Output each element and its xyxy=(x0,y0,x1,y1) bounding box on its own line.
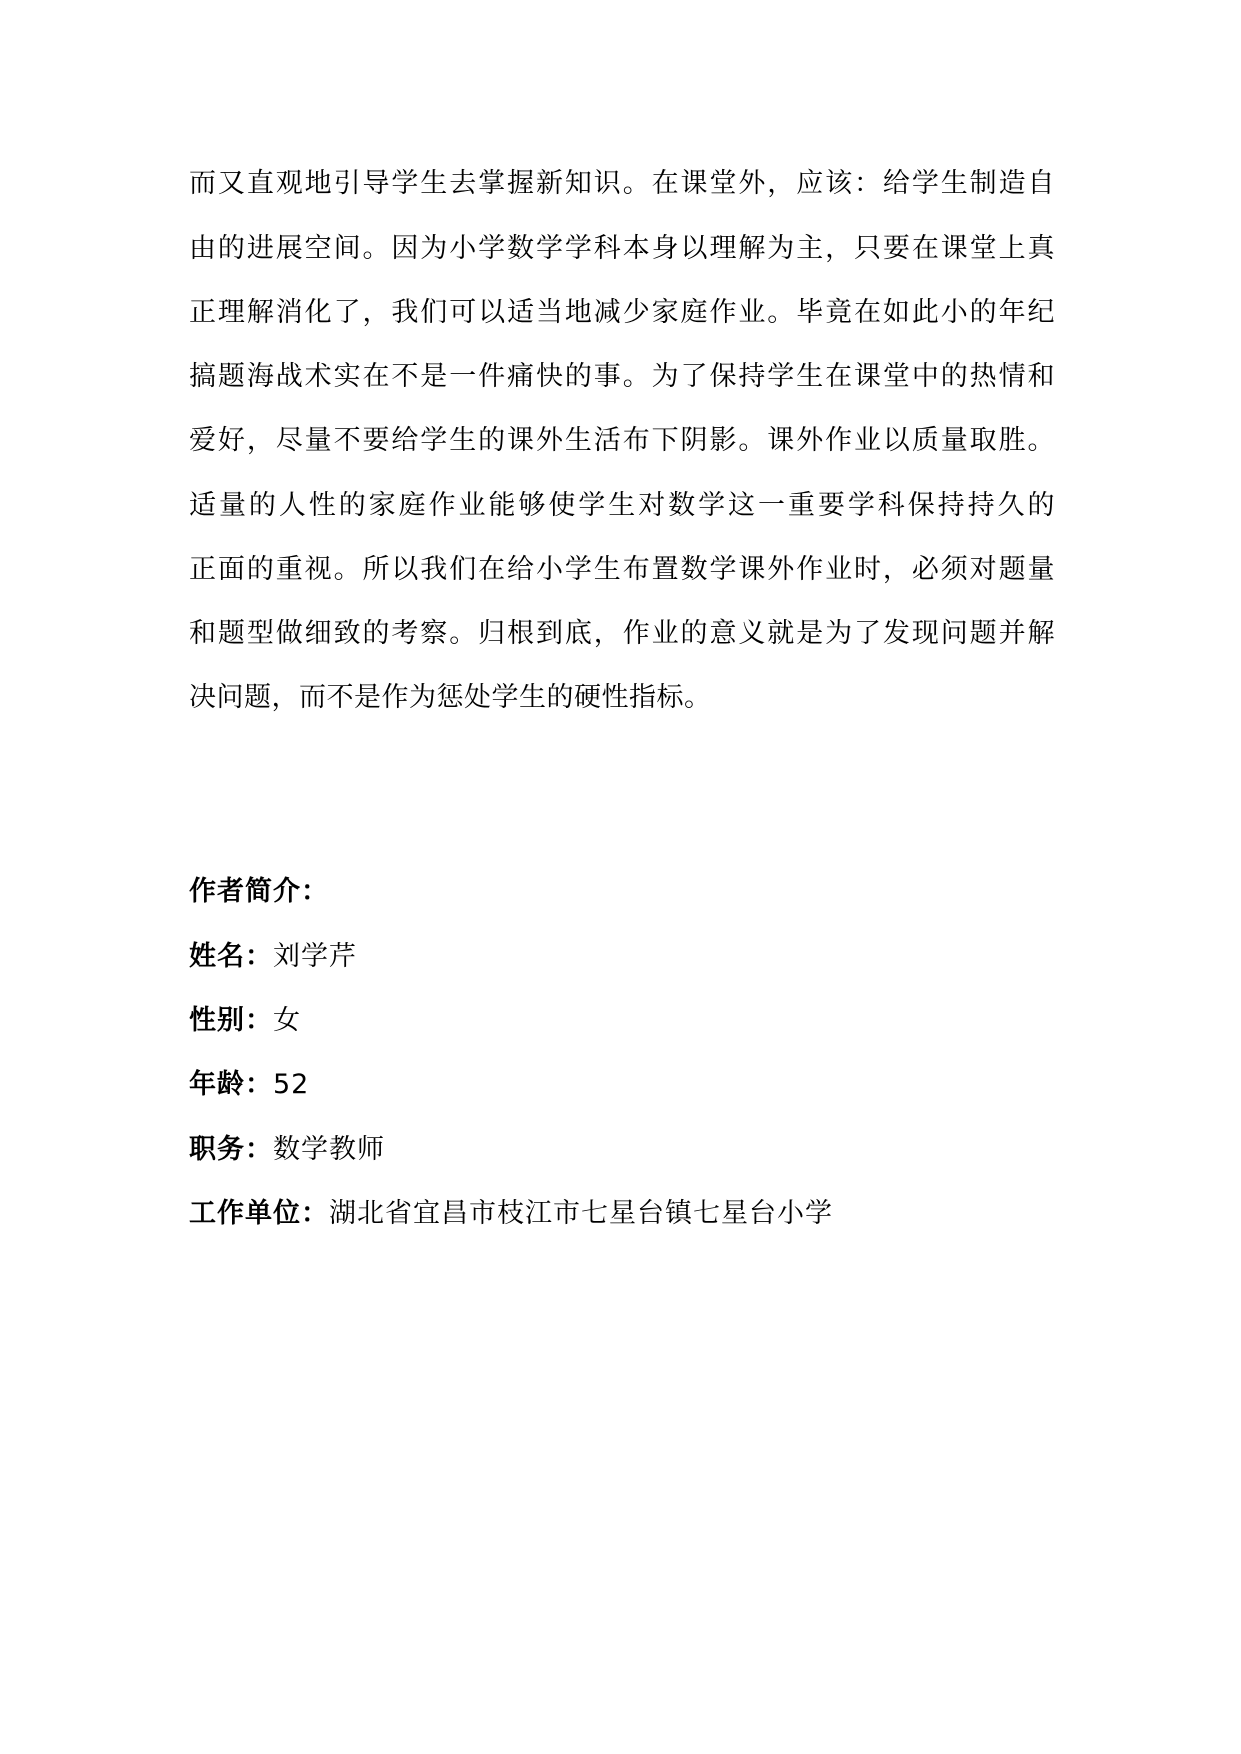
body-paragraph-line: 适量的人性的家庭作业能够使学生对数学这一重要学科保持持久的 xyxy=(189,490,1055,521)
body-paragraph-line: 和题型做细致的考察。归根到底，作业的意义就是为了发现问题并解 xyxy=(189,618,1055,649)
bio-workplace-label: 工作单位： xyxy=(189,1198,329,1229)
bio-name-row xyxy=(189,939,357,975)
bio-gender-value: 女 xyxy=(273,1005,301,1036)
author-bio-heading xyxy=(189,874,329,910)
bio-age-row xyxy=(189,1067,309,1103)
bio-gender-label: 性别： xyxy=(189,1005,273,1036)
bio-position-row xyxy=(189,1132,385,1168)
body-paragraph-line: 决问题，而不是作为惩处学生的硬性指标。 xyxy=(189,682,712,713)
bio-position-value: 数学教师 xyxy=(273,1134,385,1165)
body-paragraph-line: 正面的重视。所以我们在给小学生布置数学课外作业时，必须对题量 xyxy=(189,554,1055,585)
bio-position-label: 职务： xyxy=(189,1134,273,1165)
body-paragraph-line: 搞题海战术实在不是一件痛快的事。为了保持学生在课堂中的热情和 xyxy=(189,361,1055,392)
bio-gender-row xyxy=(189,1003,301,1039)
bio-workplace-row xyxy=(189,1196,833,1232)
body-paragraph-line: 由的进展空间。因为小学数学学科本身以理解为主，只要在课堂上真 xyxy=(189,233,1055,264)
body-paragraph-line: 爱好，尽量不要给学生的课外生活布下阴影。课外作业以质量取胜。 xyxy=(189,425,1055,456)
bio-name-value: 刘学芹 xyxy=(273,941,357,972)
author-bio-heading-text: 作者简介： xyxy=(189,876,329,907)
bio-age-label: 年龄： xyxy=(189,1069,273,1100)
bio-name-label: 姓名： xyxy=(189,941,273,972)
bio-age-value: 52 xyxy=(273,1069,310,1100)
bio-workplace-value: 湖北省宜昌市枝江市七星台镇七星台小学 xyxy=(329,1198,833,1229)
body-paragraph-line: 正理解消化了，我们可以适当地减少家庭作业。毕竟在如此小的年纪 xyxy=(189,297,1055,328)
body-paragraph-line: 而又直观地引导学生去掌握新知识。在课堂外，应该：给学生制造自 xyxy=(189,168,1055,199)
